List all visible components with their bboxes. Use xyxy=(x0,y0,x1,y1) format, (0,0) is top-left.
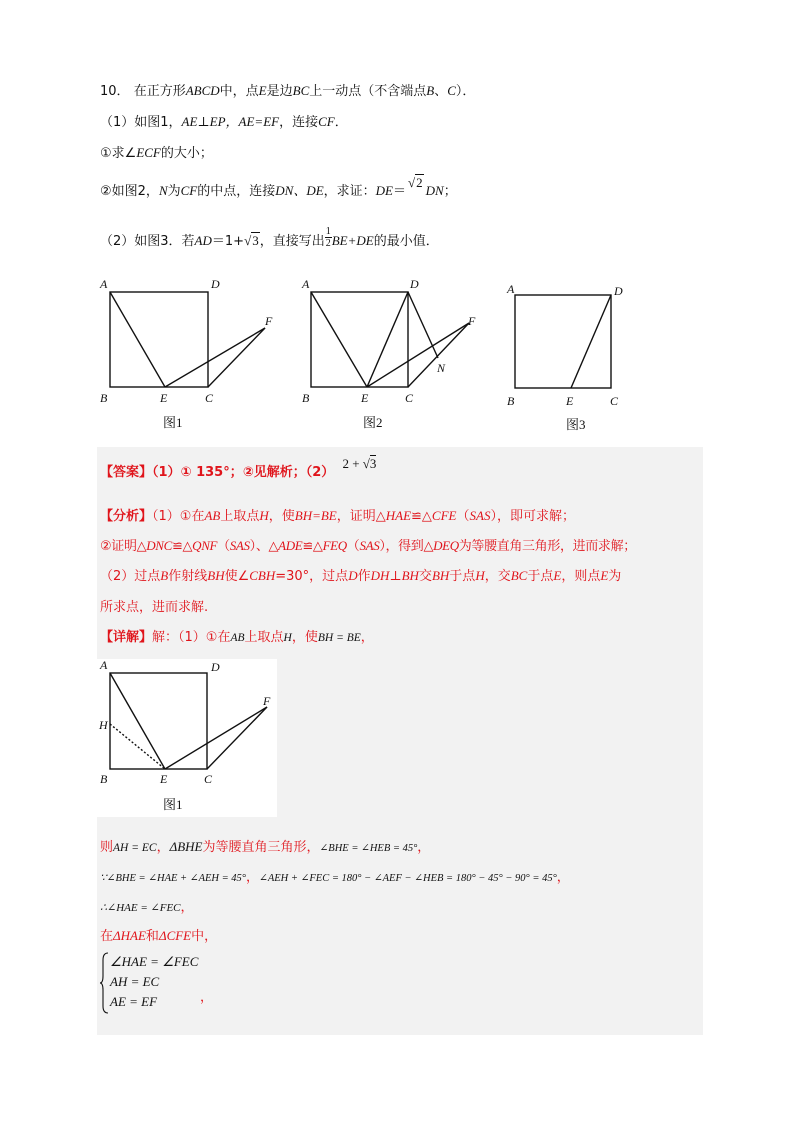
text: CF xyxy=(180,183,198,198)
text: SAS xyxy=(469,508,491,523)
text: H xyxy=(259,508,269,523)
analysis-line-3 xyxy=(100,565,621,584)
text: 上取点 xyxy=(220,509,260,524)
label-d: D xyxy=(211,277,220,291)
text: H xyxy=(475,568,485,583)
math: H xyxy=(283,632,292,644)
system-line: AH = EC xyxy=(110,974,160,989)
text: C xyxy=(447,83,456,98)
text: 在 xyxy=(100,929,114,944)
label-c: C xyxy=(405,391,414,405)
analysis-tag: 【分析】 xyxy=(100,509,153,524)
detail-figure-1 xyxy=(97,659,277,817)
text: ADE xyxy=(278,538,303,553)
segment-ae xyxy=(311,292,367,387)
text: ，证明△ xyxy=(336,509,386,524)
text: D xyxy=(348,568,358,583)
text: DN xyxy=(425,183,444,198)
label-a: A xyxy=(302,277,310,291)
math: ΔBHE xyxy=(169,839,203,854)
text: 解：（1）①在 xyxy=(152,630,231,645)
text: BE+DE xyxy=(331,233,374,248)
part-2-statement xyxy=(100,226,439,253)
text: 、 xyxy=(434,84,448,99)
text: ）、△ xyxy=(249,539,279,554)
text: 于点 xyxy=(449,569,476,584)
text: 上一动点（不含端点 xyxy=(309,84,427,99)
answer-text: （1）① 135°；②见解析；（2） xyxy=(152,465,335,480)
label-b: B xyxy=(100,391,108,405)
label-c: C xyxy=(610,394,619,408)
text: 作 xyxy=(357,569,371,584)
text: 为等腰直角三角形，进而求解； xyxy=(458,539,636,554)
square-abcd xyxy=(110,292,208,387)
text: FEQ xyxy=(322,538,347,553)
text: ②如图2， xyxy=(100,184,159,199)
label-f: F xyxy=(468,314,476,328)
answer-value: 2 + √3 xyxy=(342,456,377,471)
text: AD xyxy=(194,233,212,248)
text: CFE xyxy=(431,508,457,523)
text: ． xyxy=(334,115,348,130)
part-1-statement xyxy=(100,111,348,130)
text: CF xyxy=(318,114,335,129)
system-lines xyxy=(110,952,198,1012)
text: AB xyxy=(204,508,221,523)
math: ΔHAE xyxy=(113,928,146,943)
text: ），即可求解； xyxy=(490,509,575,524)
text: （2）如图3．若 xyxy=(100,234,195,249)
system-line: ∠HAE = ∠FEC xyxy=(110,954,199,969)
text: E xyxy=(258,83,267,98)
system-line: AE = EF xyxy=(110,994,158,1009)
text: SAS xyxy=(359,538,380,553)
square-abcd xyxy=(515,295,611,388)
fraction xyxy=(325,226,332,249)
detail-line-5 xyxy=(100,925,217,944)
segment-de xyxy=(367,292,408,387)
text: ， xyxy=(556,870,570,885)
text: 在正方形 xyxy=(133,84,186,99)
math: AH = EC xyxy=(113,842,157,854)
label-b: B xyxy=(100,772,108,786)
detail-line-1 xyxy=(100,626,374,645)
text: DNC xyxy=(146,538,172,553)
math: ∠AEH + ∠FEC = 180° − ∠AEF − ∠HEB = 180° − 45° − 90° = 45° xyxy=(259,873,557,884)
text: DN、DE xyxy=(275,183,324,198)
text: E xyxy=(553,568,562,583)
label-e: E xyxy=(160,391,168,405)
part-1-ii xyxy=(100,175,457,199)
text: B xyxy=(160,568,169,583)
detail-line-2 xyxy=(100,836,430,855)
figure-3 xyxy=(500,275,650,435)
analysis-line-1 xyxy=(100,505,575,524)
text: ②证明△ xyxy=(100,539,147,554)
label-a: A xyxy=(507,282,515,296)
text: 使∠ xyxy=(224,569,250,584)
text: 的中点，连接 xyxy=(197,184,276,199)
text: 为等腰直角三角形， xyxy=(202,840,320,855)
text: 则 xyxy=(100,840,114,855)
text: ， xyxy=(156,840,170,855)
detail-figure-caption: 图1 xyxy=(163,797,183,812)
text: SAS xyxy=(229,538,250,553)
numerator: 1 xyxy=(325,226,331,237)
text: （ xyxy=(456,509,470,524)
question-stem xyxy=(100,80,475,99)
label-b: B xyxy=(507,394,515,408)
figure-1 xyxy=(95,275,285,435)
analysis-line-2 xyxy=(100,535,636,554)
label-h: H xyxy=(99,718,108,732)
square-abcd xyxy=(311,292,408,387)
text: （1）①在 xyxy=(152,509,205,524)
segment-dn xyxy=(408,292,438,358)
math: ∠BHE = ∠HEB = 45° xyxy=(319,843,418,854)
text: ＝1+ xyxy=(211,234,245,249)
text: ，则点 xyxy=(561,569,601,584)
text: HAE xyxy=(385,508,412,523)
label-a: A xyxy=(100,277,108,291)
text: DH⊥BH xyxy=(370,568,419,583)
text: AE⊥EP，AE=EF xyxy=(181,114,280,129)
text: DEQ xyxy=(433,538,459,553)
text: B xyxy=(426,83,435,98)
text: N xyxy=(158,183,168,198)
text: ），得到△ xyxy=(379,539,434,554)
radicand: 2 xyxy=(416,175,423,190)
figure-2 xyxy=(297,275,497,435)
label-e: E xyxy=(160,772,168,786)
text: ，连接 xyxy=(279,115,319,130)
math: BH = BE xyxy=(317,632,361,644)
segment-ae xyxy=(110,292,165,387)
text: 为 xyxy=(167,184,181,199)
text: （ xyxy=(217,539,230,554)
math: ∴∠HAE = ∠FEC xyxy=(100,902,181,914)
sqrt-expression: √3 xyxy=(244,233,259,248)
text: BH xyxy=(431,568,450,583)
text: ①求∠ xyxy=(100,146,137,161)
text: 的最小值． xyxy=(373,234,439,249)
part-1-i xyxy=(100,142,213,161)
text: ，使 xyxy=(291,630,318,645)
text: ，求证： xyxy=(323,184,376,199)
text: QNF xyxy=(192,538,218,553)
text: （2）过点 xyxy=(100,569,161,584)
label-e: E xyxy=(566,394,574,408)
radicand: 3 xyxy=(252,233,259,248)
segment-ef xyxy=(165,328,265,387)
text: BH=BE xyxy=(294,508,337,523)
text: DE xyxy=(375,183,394,198)
text: ， xyxy=(180,900,194,915)
label-c: C xyxy=(204,772,213,786)
label-d: D xyxy=(211,660,220,674)
answer-tag: 【答案】 xyxy=(100,465,153,480)
detail-line-4 xyxy=(100,896,194,915)
text: ＝ xyxy=(393,184,407,199)
text: ≌△ xyxy=(302,539,323,554)
text: 作射线 xyxy=(168,569,208,584)
segment-de xyxy=(571,295,611,388)
left-brace-icon xyxy=(100,952,110,1014)
text: 和 xyxy=(145,929,159,944)
text: ； xyxy=(443,184,457,199)
math: ΔCFE xyxy=(158,928,192,943)
text: 2 + xyxy=(342,456,363,471)
math: ∵∠BHE = ∠HAE + ∠AEH = 45° xyxy=(100,873,247,884)
label-f: F xyxy=(263,694,271,708)
label-d: D xyxy=(614,284,623,298)
text: 交 xyxy=(418,569,432,584)
text: BH xyxy=(207,568,225,583)
text: ， xyxy=(417,840,431,855)
text: （ xyxy=(346,539,360,554)
text: ，交 xyxy=(484,569,511,584)
text: ，直接写出 xyxy=(259,234,325,249)
text: BC xyxy=(510,568,528,583)
text: ABCD xyxy=(185,83,220,98)
label-b: B xyxy=(302,391,310,405)
label-f: F xyxy=(265,314,273,328)
text: ， xyxy=(360,630,374,645)
segment-cf xyxy=(208,328,265,387)
radicand: 3 xyxy=(369,456,377,471)
text: 为 xyxy=(608,569,622,584)
text: 于点 xyxy=(527,569,554,584)
label-d: D xyxy=(410,277,419,291)
question-number: 10． xyxy=(100,84,130,99)
label-n: N xyxy=(437,361,446,375)
figure-background xyxy=(97,659,277,817)
math: AB xyxy=(230,632,245,644)
sqrt-expression: √2 xyxy=(408,175,423,190)
detail-line-3 xyxy=(100,866,570,885)
answer-line xyxy=(100,456,377,480)
denominator: 2 xyxy=(325,238,331,249)
text: 的大小； xyxy=(160,146,213,161)
text: ≌△ xyxy=(411,509,432,524)
figure-1-caption: 图1 xyxy=(163,415,183,430)
text: BC xyxy=(292,83,310,98)
text: CBH xyxy=(249,568,276,583)
text: ）． xyxy=(455,84,476,99)
analysis-line-4 xyxy=(100,596,208,615)
text: =30°，过点 xyxy=(275,569,349,584)
figure-3-caption: 图3 xyxy=(566,417,586,432)
text: E xyxy=(600,568,609,583)
text: 中，点 xyxy=(219,84,259,99)
text: 上取点 xyxy=(244,630,284,645)
text: （1）如图1， xyxy=(100,115,182,130)
label-e: E xyxy=(361,391,369,405)
text: ，使 xyxy=(268,509,295,524)
text: ECF xyxy=(136,145,161,160)
label-a: A xyxy=(100,659,108,672)
text: 是边 xyxy=(266,84,293,99)
detail-tag: 【详解】 xyxy=(100,630,153,645)
text: ≌△ xyxy=(171,539,193,554)
label-c: C xyxy=(205,391,214,405)
text: ， xyxy=(200,990,214,1005)
text: 所求点，进而求解. xyxy=(100,600,209,615)
text: 中， xyxy=(191,929,218,944)
text: ， xyxy=(246,870,260,885)
figure-2-caption: 图2 xyxy=(363,415,383,430)
